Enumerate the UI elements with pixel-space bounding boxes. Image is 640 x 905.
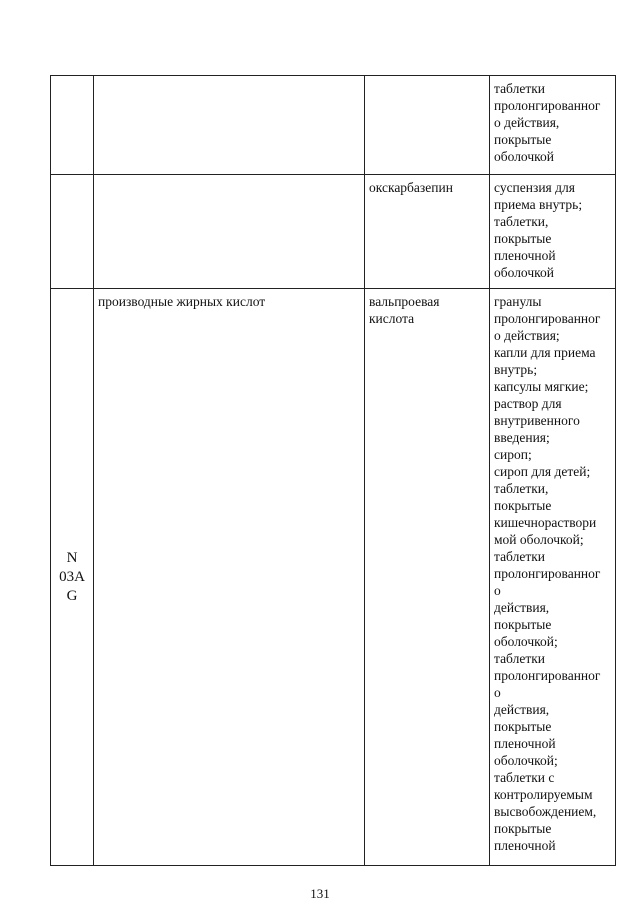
dosage-form-line: таблетки (494, 549, 546, 564)
dosage-form-line: пленочной (494, 838, 556, 853)
atc-code-line: G (66, 587, 78, 604)
dosage-form-line: контролируемым (494, 787, 593, 802)
dosage-form-line: таблетки (494, 81, 546, 96)
dosage-form-line: оболочкой; (494, 753, 558, 768)
drug-name-cell (365, 289, 490, 866)
dosage-form-line: пролонгированног (494, 98, 601, 113)
dosage-form-line: пленочной (494, 248, 556, 263)
group-name-cell (94, 175, 365, 289)
dosage-form-line: покрытые (494, 821, 552, 836)
dosage-form-line: внутривенного (494, 413, 580, 428)
dosage-form-cell (490, 289, 616, 866)
dosage-form-line: покрытые (494, 617, 552, 632)
drug-name-cell: окскарбазепин (365, 175, 490, 289)
drug-table (50, 75, 616, 866)
dosage-form-line: действия, (494, 600, 550, 615)
dosage-form-line: о (494, 583, 501, 598)
dosage-form-line: кишечнораствори (494, 515, 597, 530)
atc-code-cell (51, 175, 94, 289)
dosage-form-line: приема внутрь; (494, 197, 583, 212)
dosage-form-cell (490, 76, 616, 175)
dosage-form-line: оболочкой (494, 265, 554, 280)
dosage-form-line: таблетки с (494, 770, 555, 785)
dosage-form-line: мой оболочкой; (494, 532, 584, 547)
dosage-form-line: покрытые (494, 231, 552, 246)
dosage-form-line: капли для приема (494, 345, 596, 360)
page-number: 131 (310, 886, 330, 901)
drug-name-line: кислота (369, 311, 415, 326)
dosage-form-line: высвобождением, (494, 804, 597, 819)
dosage-form-line: оболочкой (494, 149, 554, 164)
atc-code-line: N (66, 549, 78, 566)
dosage-form-line: покрытые (494, 132, 552, 147)
dosage-form-line: гранулы (494, 294, 542, 309)
table-row (51, 289, 616, 866)
drug-name-line: вальпроевая (369, 294, 440, 309)
atc-code-line: 03A (59, 568, 85, 585)
dosage-form-line: сироп; (494, 447, 532, 462)
dosage-form-line: таблетки, (494, 214, 549, 229)
dosage-form-line: оболочкой; (494, 634, 558, 649)
dosage-form-line: действия, (494, 702, 550, 717)
dosage-form-line: покрытые (494, 719, 552, 734)
dosage-form-line: покрытые (494, 498, 552, 513)
dosage-form-line: внутрь; (494, 362, 538, 377)
dosage-form-line: пленочной (494, 736, 556, 751)
dosage-form-line: пролонгированног (494, 311, 601, 326)
dosage-form-line: пролонгированног (494, 668, 601, 683)
group-name-cell (94, 76, 365, 175)
dosage-form-line: сироп для детей; (494, 464, 591, 479)
group-name-cell: производные жирных кислот (94, 289, 365, 866)
dosage-form-line: суспензия для (494, 180, 575, 195)
dosage-form-line: пролонгированног (494, 566, 601, 581)
table-row (51, 76, 616, 175)
dosage-form-line: о (494, 685, 501, 700)
table-row (51, 175, 616, 289)
dosage-form-line: таблетки (494, 651, 546, 666)
dosage-form-line: таблетки, (494, 481, 549, 496)
dosage-form-line: введения; (494, 430, 550, 445)
atc-code-cell (51, 76, 94, 175)
dosage-form-line: капсулы мягкие; (494, 379, 589, 394)
drug-name-cell (365, 76, 490, 175)
dosage-form-cell (490, 175, 616, 289)
dosage-form-line: о действия, (494, 115, 560, 130)
dosage-form-line: о действия; (494, 328, 560, 343)
dosage-form-line: раствор для (494, 396, 562, 411)
atc-code-cell (51, 289, 94, 866)
